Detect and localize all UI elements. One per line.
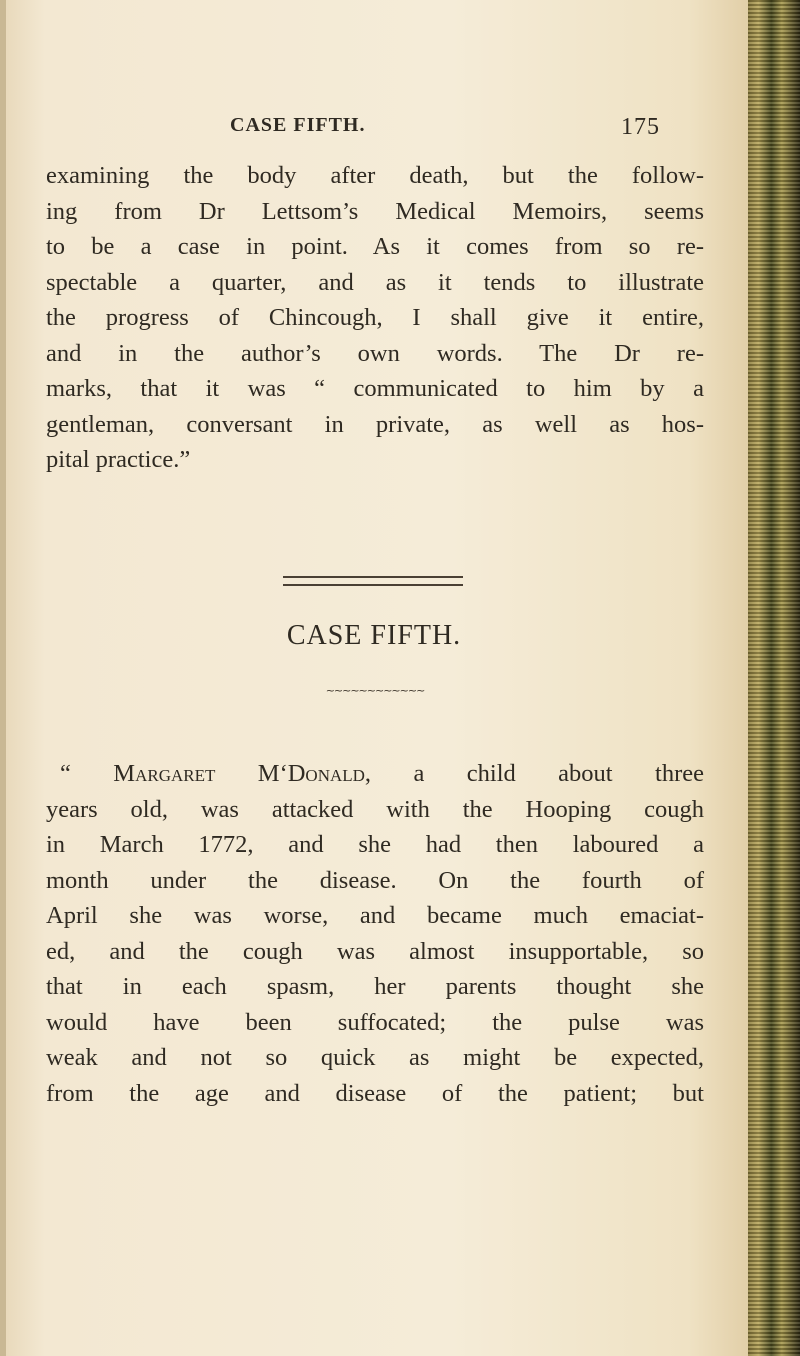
paragraph-intro <box>46 158 704 478</box>
text-line: weak and not so quick as might be expected, <box>46 1044 704 1071</box>
text-line: ing from Dr Lettsom’s Medical Memoirs, seems <box>46 197 704 225</box>
first-line-rest: a child about three <box>371 760 704 787</box>
wavy-ornament: ~~~~~~~~~~~~ <box>325 684 425 697</box>
text-line: the progress of Chincough, I shall give it entire, <box>46 304 704 331</box>
paragraph-case <box>46 756 704 1111</box>
text-line: from the age and disease of the patient; but <box>46 1079 704 1107</box>
text-line: pital practice.” <box>46 446 191 473</box>
text-line: month under the disease. On the fourth of <box>46 866 704 894</box>
text-line: and in the author’s own words. The Dr re- <box>46 339 704 367</box>
text-line: years old, was attacked with the Hooping cough <box>46 795 704 823</box>
text-line: examining the body after death, but the follow- <box>46 162 704 189</box>
section-heading: CASE FIFTH. <box>286 620 462 651</box>
page-number: 175 <box>621 114 660 140</box>
text-line: to be a case in point. As it comes from so re- <box>46 233 704 260</box>
text-line: that in each spasm, her parents thought she <box>46 973 704 1000</box>
text-line: in March 1772, and she had then laboured a <box>46 831 704 858</box>
page-gutter-edge <box>0 0 6 1356</box>
text-line-first <box>46 756 704 792</box>
running-head <box>210 114 660 142</box>
text-line: ed, and the cough was almost insupportable, so <box>46 937 704 965</box>
text-line: would have been suffocated; the pulse was <box>46 1008 704 1036</box>
book-fore-edge <box>748 0 800 1356</box>
opening-quote: “ <box>60 760 71 787</box>
text-line: marks, that it was “ communicated to him by a <box>46 375 704 402</box>
text-line: April she was worse, and became much emaciat- <box>46 902 704 929</box>
patient-name: Margaret M‘Donald, <box>113 760 372 787</box>
text-line: gentleman, conversant in private, as well as hos- <box>46 410 704 438</box>
text-line: spectable a quarter, and as it tends to illustrate <box>46 268 704 296</box>
section-divider-rule <box>283 576 463 586</box>
running-title: CASE FIFTH. <box>230 114 366 136</box>
